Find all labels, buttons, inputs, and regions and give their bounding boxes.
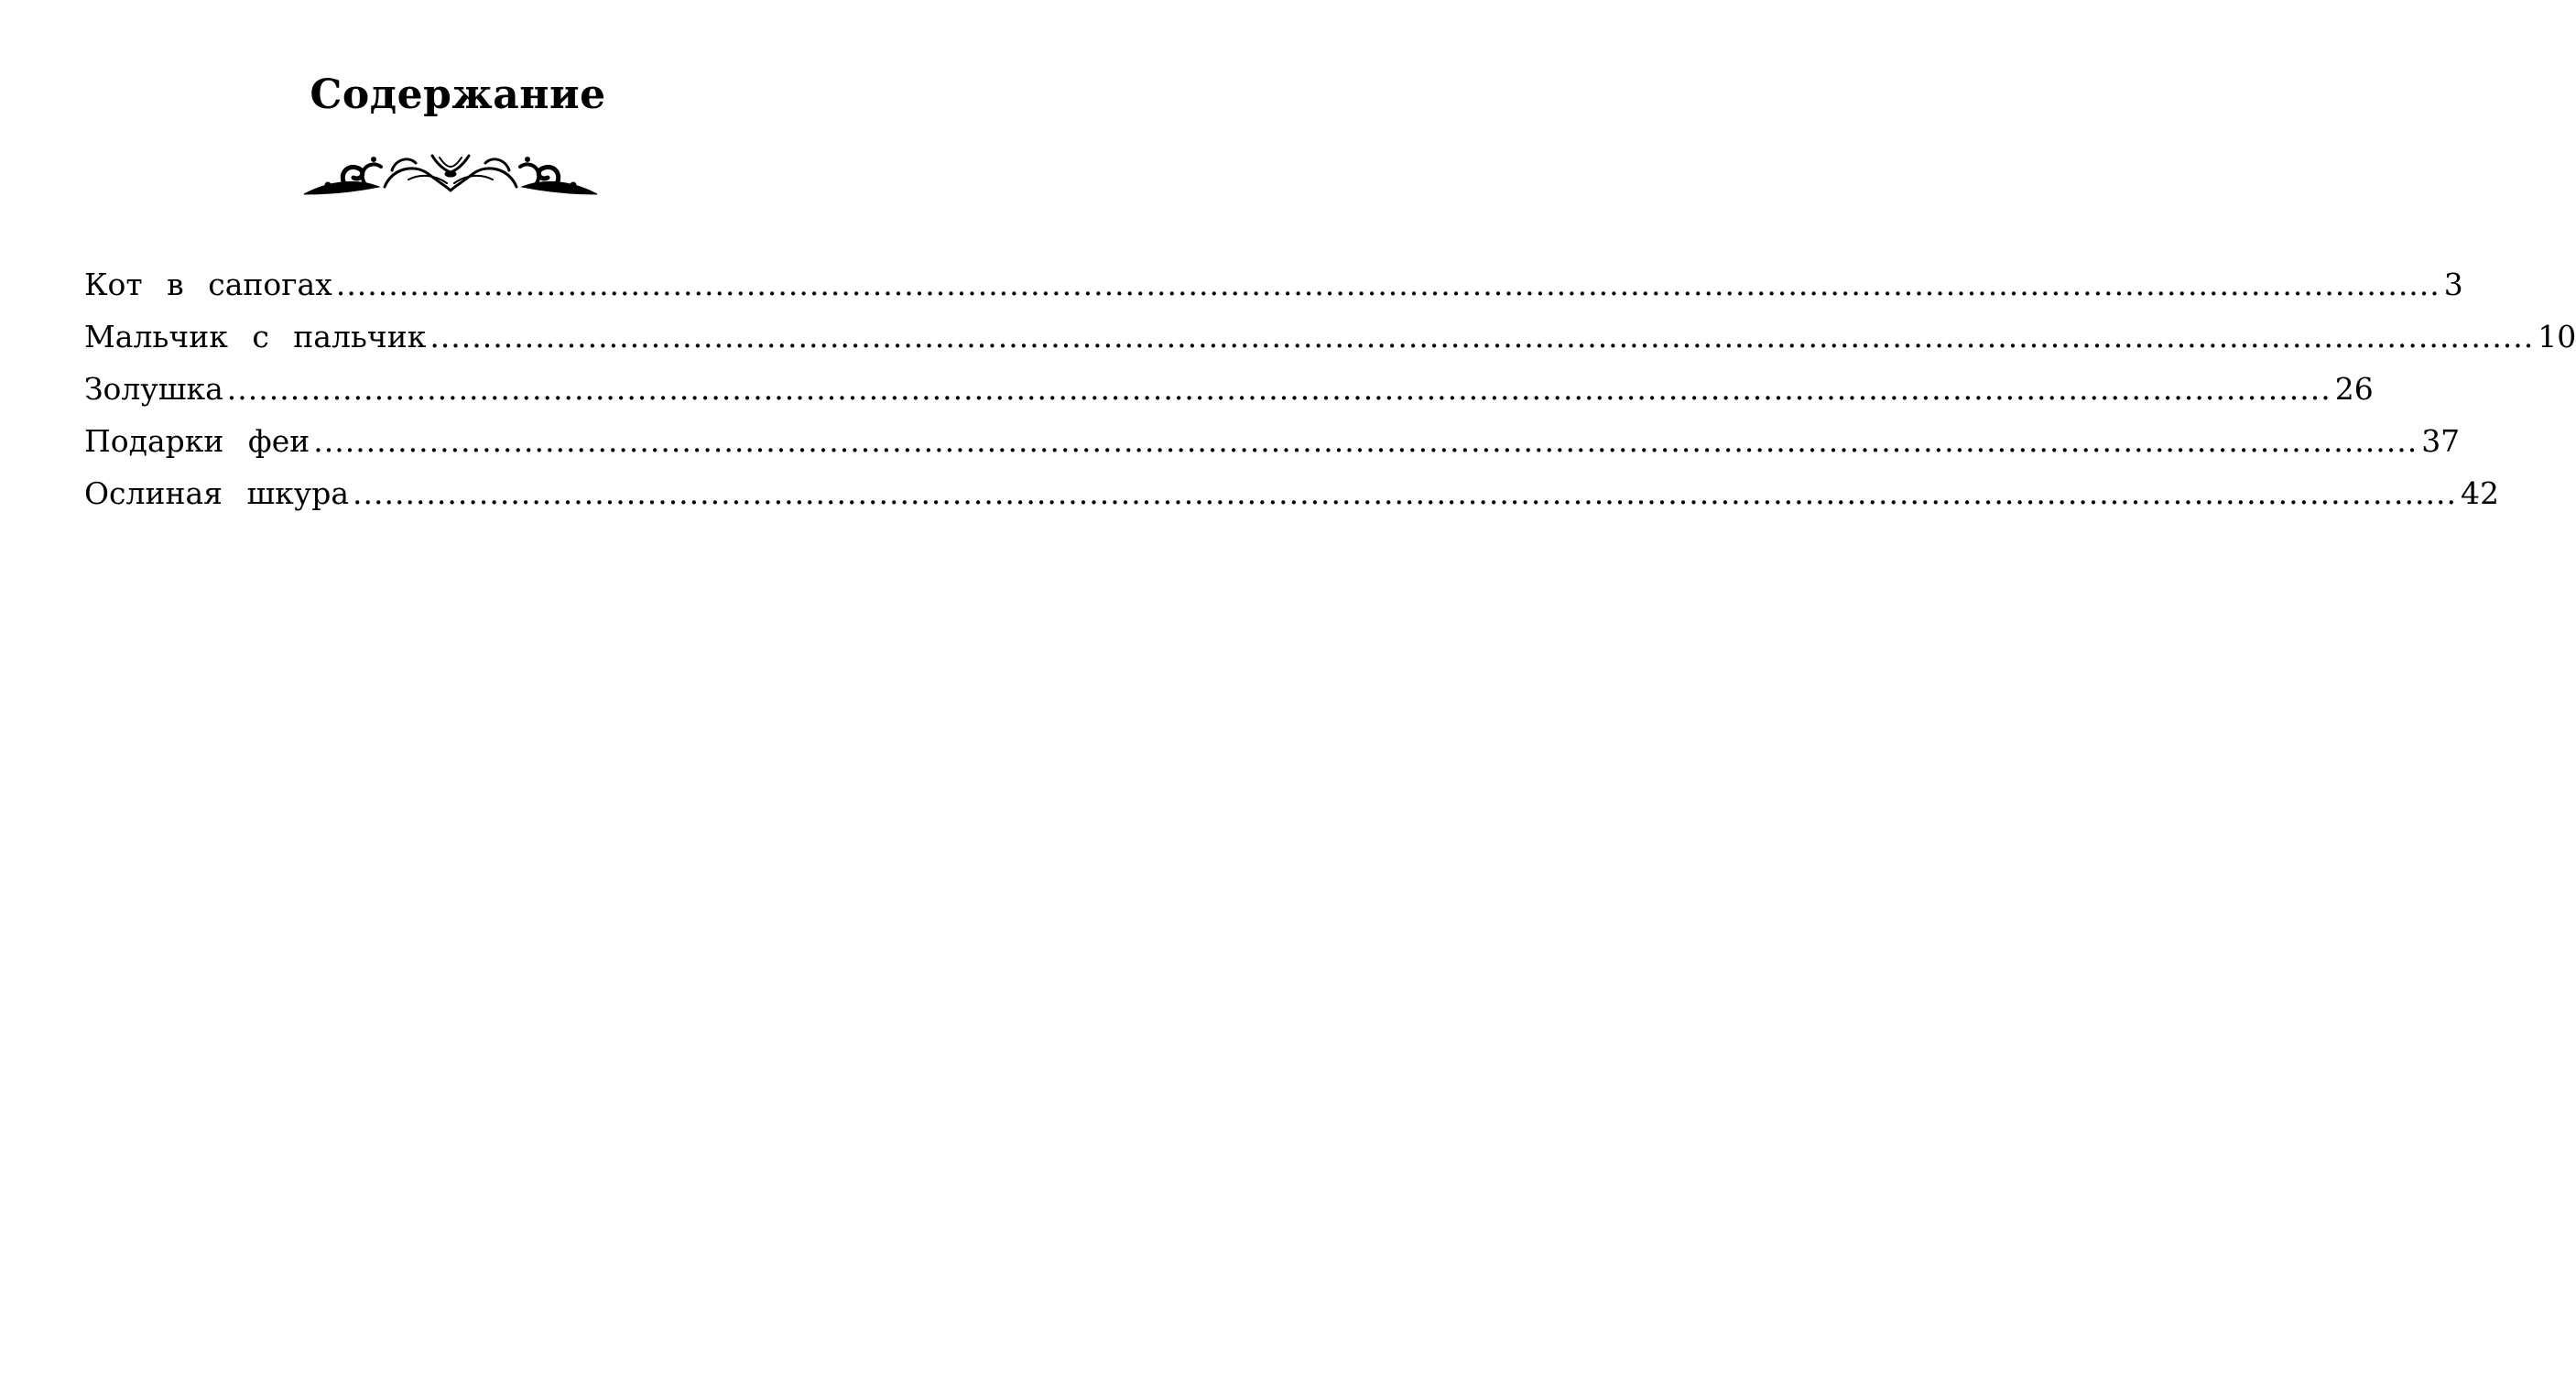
toc-dot-leader: ........................................................................................................................................................................................................ xyxy=(429,319,2535,354)
page-title: Содержание xyxy=(310,71,606,118)
toc-entry[interactable] xyxy=(84,258,2463,311)
toc-dot-leader: ........................................................................................................................................................................................................ xyxy=(335,267,2440,302)
toc-entry[interactable] xyxy=(84,363,2374,415)
toc-entry-title: Золушка xyxy=(84,371,223,407)
toc-page-number: 3 xyxy=(2443,267,2463,302)
toc-page-number: 42 xyxy=(2460,475,2499,511)
toc-entry[interactable] xyxy=(84,415,2461,467)
toc-page-number: 37 xyxy=(2421,423,2461,459)
toc-dot-leader: ........................................................................................................................................................................................................ xyxy=(353,475,2457,511)
toc-dot-leader: ........................................................................................................................................................................................................ xyxy=(226,371,2331,407)
toc-page-number: 10 xyxy=(2538,319,2576,354)
toc-entry[interactable] xyxy=(84,311,2576,363)
toc-entry-title: Ослиная шкура xyxy=(84,475,349,511)
flourish-ornament-icon xyxy=(300,147,601,205)
toc-entry-title: Мальчик с пальчик xyxy=(84,319,427,354)
toc-entry[interactable] xyxy=(84,467,2499,519)
toc-dot-leader: ........................................................................................................................................................................................................ xyxy=(313,423,2418,459)
toc-page-number: 26 xyxy=(2334,371,2374,407)
toc-entry-title: Подарки феи xyxy=(84,423,310,459)
table-of-contents xyxy=(84,258,2576,519)
toc-entry-title: Кот в сапогах xyxy=(84,267,332,302)
